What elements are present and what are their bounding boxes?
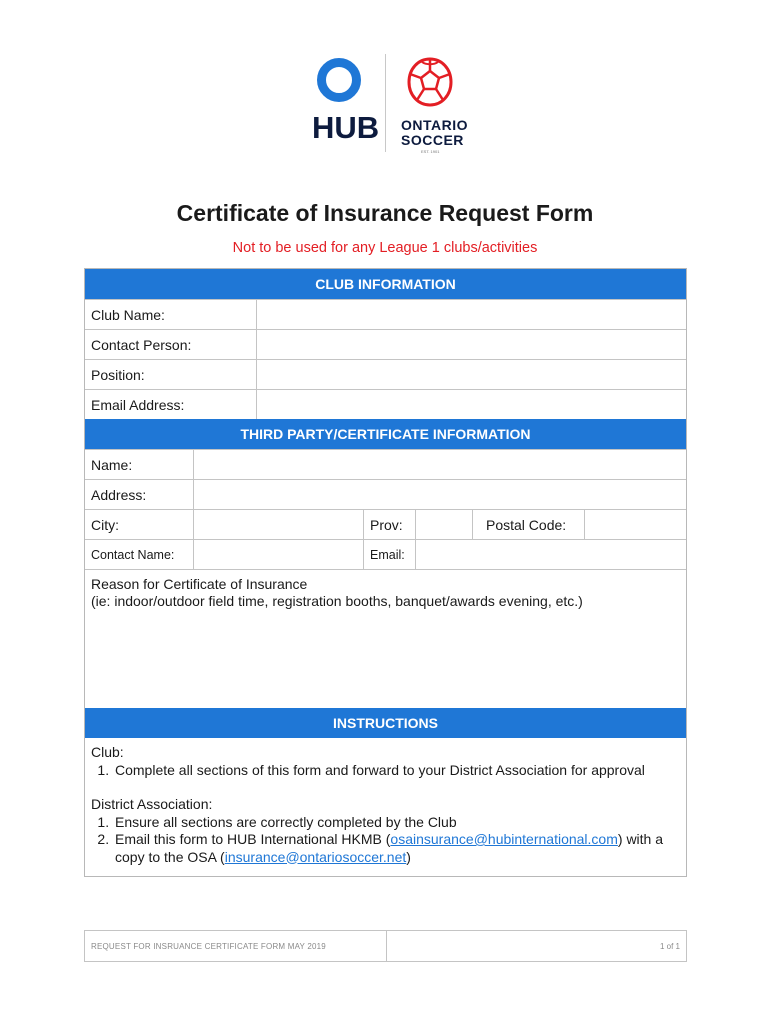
tp-name-field[interactable] — [193, 450, 686, 479]
tp-name-row — [85, 449, 686, 479]
instructions-step2-text: ) — [406, 848, 411, 865]
reason-field[interactable] — [85, 569, 686, 708]
instructions-district-step: 1. Ensure all sections are correctly completed by the Club — [113, 814, 680, 832]
email-address-label: Email Address: — [91, 396, 185, 413]
osa-logo-tagline: EST. 1901 — [421, 149, 440, 154]
instructions-district-list — [91, 814, 680, 867]
soccer-ball-icon — [406, 56, 454, 110]
instructions-club-list — [91, 762, 680, 780]
logo-divider — [385, 54, 386, 152]
hub-logo — [310, 58, 380, 150]
tp-address-row — [85, 479, 686, 509]
club-name-field[interactable] — [256, 300, 686, 329]
hub-email-link[interactable]: osainsurance@hubinternational.com — [390, 831, 618, 847]
club-info-header: CLUB INFORMATION — [85, 269, 686, 299]
tp-address-label: Address: — [91, 486, 147, 503]
instructions-club-heading: Club: — [91, 744, 124, 760]
page-footer — [84, 930, 687, 962]
footer-form-name: REQUEST FOR INSRUANCE CERTIFICATE FORM MAY 2019 — [85, 931, 387, 961]
header-logos — [305, 52, 475, 156]
email-address-row — [85, 389, 686, 419]
contact-person-field[interactable] — [256, 330, 686, 359]
page-title: Certificate of Insurance Request Form — [176, 200, 594, 226]
insurance-request-form — [84, 268, 687, 877]
instructions-step2-text: ) with a copy to the OSA ( — [115, 831, 664, 865]
tp-city-label: City: — [91, 516, 119, 533]
position-field[interactable] — [256, 360, 686, 389]
hub-logo-text: HUB — [312, 110, 380, 145]
tp-name-label: Name: — [91, 456, 133, 473]
tp-city-field[interactable] — [193, 510, 363, 539]
tp-contact-row — [85, 539, 686, 569]
instructions-club-step: 1. Complete all sections of this form and forward to your District Association for approval — [113, 762, 680, 780]
tp-email-label: Email: — [363, 540, 415, 569]
tp-address-field[interactable] — [193, 480, 686, 509]
tp-prov-label: Prov: — [363, 510, 415, 539]
tp-prov-field[interactable] — [415, 510, 472, 539]
tp-email-field[interactable] — [415, 540, 686, 569]
ontario-soccer-logo — [399, 56, 469, 152]
instructions-district-step — [113, 831, 680, 866]
tp-postal-code-field[interactable] — [584, 510, 686, 539]
osa-logo-line1: ONTARIO — [401, 117, 469, 133]
tp-contact-name-field[interactable] — [193, 540, 363, 569]
contact-person-row — [85, 329, 686, 359]
club-name-label: Club Name: — [91, 306, 165, 323]
club-name-row — [85, 299, 686, 329]
position-row — [85, 359, 686, 389]
tp-contact-name-label: Contact Name: — [91, 547, 175, 562]
page-subtitle-warning: Not to be used for any League 1 clubs/activities — [232, 240, 538, 256]
osa-email-link[interactable]: insurance@ontariosoccer.net — [224, 848, 407, 865]
footer-page-number: 1 of 1 — [659, 941, 680, 951]
tp-postal-code-label: Postal Code: — [472, 510, 584, 539]
contact-person-label: Contact Person: — [91, 336, 192, 353]
hub-ring-icon — [317, 58, 361, 102]
instructions-step2-text: Email this form to HUB International HKMB ( — [115, 831, 391, 847]
email-address-field[interactable] — [256, 390, 686, 419]
reason-note: (ie: indoor/outdoor field time, registration booths, banquet/awards evening, etc.) — [91, 593, 583, 609]
instructions-header: INSTRUCTIONS — [85, 708, 686, 738]
reason-title: Reason for Certificate of Insurance — [91, 576, 308, 592]
third-party-header: THIRD PARTY/CERTIFICATE INFORMATION — [85, 419, 686, 449]
osa-logo-line2: SOCCER — [401, 132, 464, 148]
instructions-body — [85, 738, 686, 876]
position-label: Position: — [91, 366, 145, 383]
tp-city-row — [85, 509, 686, 539]
instructions-district-heading: District Association: — [91, 796, 213, 812]
